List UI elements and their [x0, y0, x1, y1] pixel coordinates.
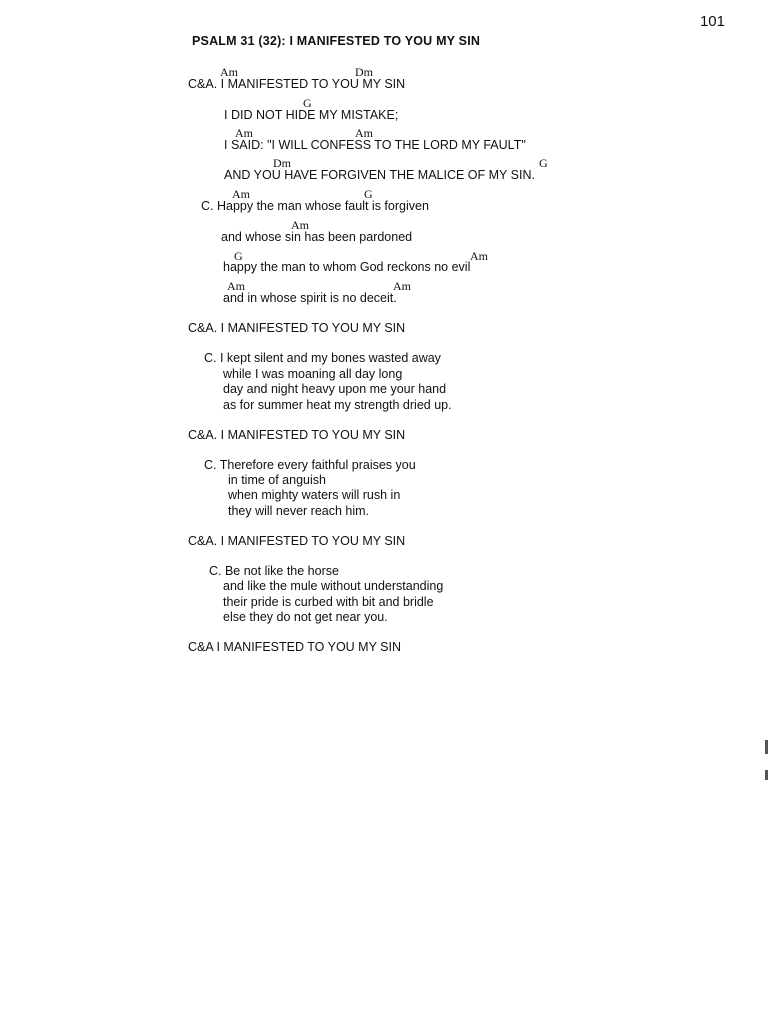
lyric-line: when mighty waters will rush in	[228, 488, 401, 502]
chord: Am	[220, 65, 238, 79]
lyric-line: day and night heavy upon me your hand	[223, 382, 447, 396]
lyric-line: C. Be not like the horse	[209, 564, 339, 578]
lyric-line: they will never reach him.	[228, 504, 370, 518]
lyric-line: their pride is curbed with bit and bridle	[223, 595, 434, 609]
lyric-line: C. Happy the man whose fault is forgiven	[201, 199, 429, 213]
lyric-line: happy the man to whom God reckons no evil	[223, 260, 471, 274]
chord: Am	[291, 218, 309, 232]
chord: Am	[227, 279, 245, 293]
page-number: 101	[699, 13, 725, 30]
lyric-line: else they do not get near you.	[223, 610, 388, 624]
lyric-line: C&A. I MANIFESTED TO YOU MY SIN	[188, 77, 406, 91]
lyric-line: and whose sin has been pardoned	[221, 230, 413, 244]
chord: Dm	[273, 156, 291, 170]
lyric-line: I DID NOT HIDE MY MISTAKE;	[224, 108, 399, 122]
chord: Am	[470, 249, 488, 263]
chord: Am	[355, 126, 373, 140]
lyric-line: C&A I MANIFESTED TO YOU MY SIN	[188, 640, 402, 654]
lyric-line: AND YOU HAVE FORGIVEN THE MALICE OF MY SIN.	[224, 168, 535, 182]
lyric-line: and in whose spirit is no deceit.	[223, 291, 397, 305]
page-title: PSALM 31 (32): I MANIFESTED TO YOU MY SIN	[192, 34, 481, 48]
lyric-line: C. I kept silent and my bones wasted away	[204, 351, 441, 365]
lyric-line: in time of anguish	[228, 473, 326, 487]
chord: Am	[235, 126, 253, 140]
chord: G	[303, 96, 312, 110]
lyric-line: while I was moaning all day long	[223, 367, 403, 381]
chord: G	[234, 249, 243, 263]
lyric-line: C&A. I MANIFESTED TO YOU MY SIN	[188, 321, 406, 335]
chord: Am	[393, 279, 411, 293]
chord: Am	[232, 187, 250, 201]
chord: G	[539, 156, 548, 170]
lyric-line: and like the mule without understanding	[223, 579, 444, 593]
chord: G	[364, 187, 373, 201]
lyric-line: I SAID: "I WILL CONFESS TO THE LORD MY FAULT"	[224, 138, 526, 152]
lyric-line: as for summer heat my strength dried up.	[223, 398, 452, 412]
lyric-line: C&A. I MANIFESTED TO YOU MY SIN	[188, 534, 406, 548]
lyric-line: C. Therefore every faithful praises you	[204, 458, 416, 472]
chord: Dm	[355, 65, 373, 79]
lyric-line: C&A. I MANIFESTED TO YOU MY SIN	[188, 428, 406, 442]
